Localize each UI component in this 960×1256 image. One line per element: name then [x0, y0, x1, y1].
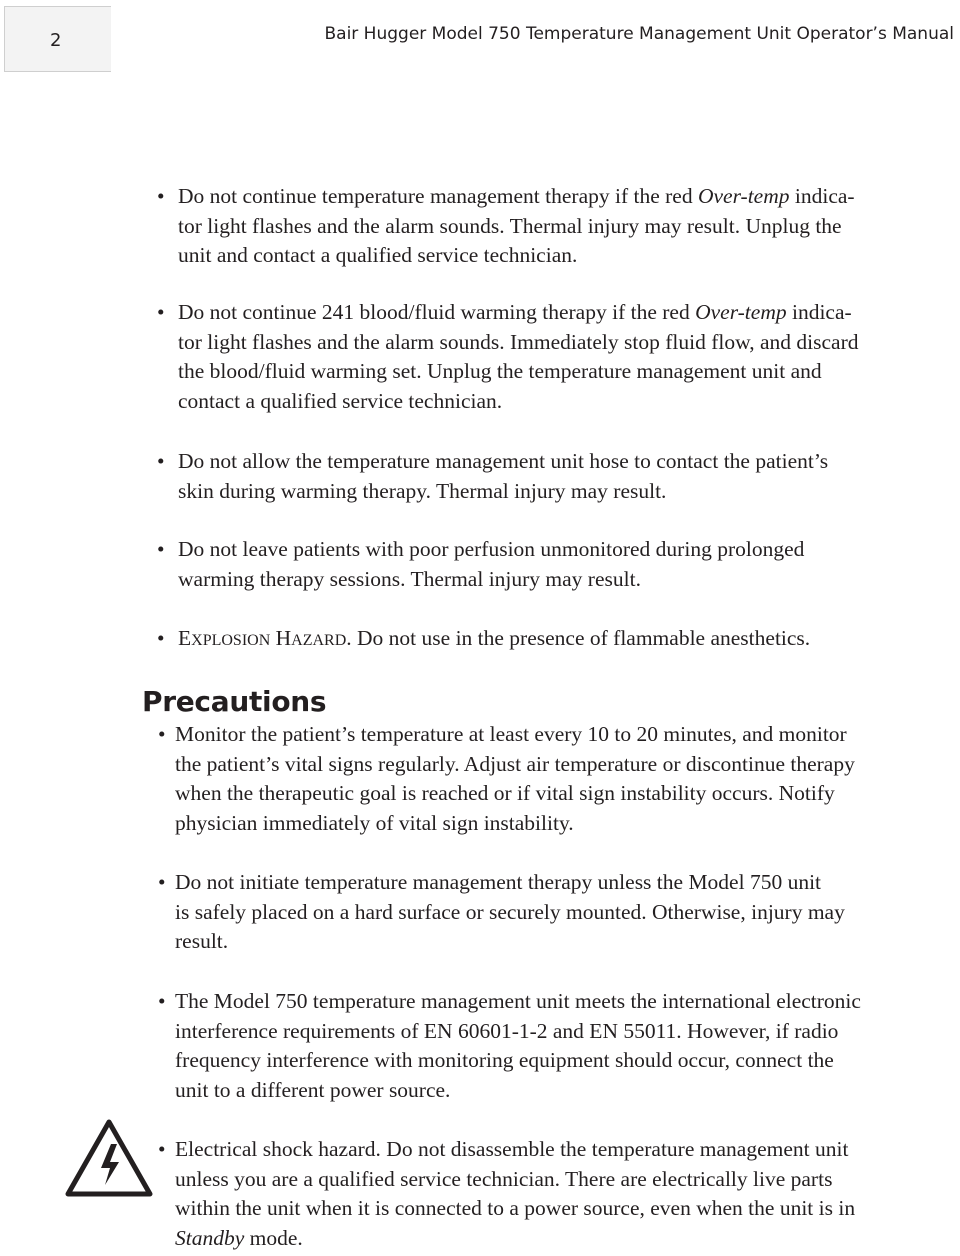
running-header-title: Bair Hugger Model 750 Temperature Management Unit Operator’s Manual: [324, 24, 954, 44]
precaution-item: [158, 868, 945, 957]
text-line: contact a qualified service technician.: [178, 388, 503, 413]
text-line: the patient’s vital signs regularly. Adjust air temperature or discontinue therapy: [175, 751, 855, 776]
bullet-marker: •: [157, 300, 165, 324]
bullet-marker: •: [158, 989, 166, 1013]
text-line: The Model 750 temperature management unit meets the international electronic: [175, 989, 861, 1013]
text-line: skin during warming therapy. Thermal injury may result.: [178, 478, 667, 503]
text-line: unless you are a qualified service technician. There are electrically live parts: [175, 1166, 833, 1191]
bullet-marker: •: [157, 537, 165, 561]
text-line: Do not continue 241 blood/fluid warming therapy if the red Over-temp indica-: [178, 300, 852, 324]
text-line: Do not continue temperature management therapy if the red Over-temp indica-: [178, 184, 855, 208]
text-line: Do not initiate temperature management therapy unless the Model 750 unit: [175, 870, 822, 894]
text-line: tor light flashes and the alarm sounds. Immediately stop fluid flow, and discard: [178, 329, 859, 354]
text-line: warming therapy sessions. Thermal injury may result.: [178, 566, 641, 591]
text-line: frequency interference with monitoring equipment should occur, connect the: [175, 1048, 834, 1072]
text-line: unit to a different power source.: [175, 1077, 451, 1102]
text-line: Monitor the patient’s temperature at least every 10 to 20 minutes, and monitor: [175, 722, 847, 746]
precaution-item: [158, 720, 945, 838]
text-line: Do not leave patients with poor perfusion unmonitored during prolonged: [178, 537, 805, 561]
bullet-marker: •: [157, 449, 165, 473]
text-line: result.: [175, 929, 229, 953]
bullet-marker: •: [157, 184, 165, 208]
text-line: when the therapeutic goal is reached or if vital sign instability occurs. Notify: [175, 781, 835, 805]
text-line: the blood/fluid warming set. Unplug the temperature management unit and: [178, 359, 822, 383]
warning-item: [157, 182, 948, 271]
warning-item: [157, 298, 948, 416]
text-line: Standby mode.: [175, 1225, 303, 1250]
small-caps-label: EXPLOSION HAZARD: [178, 626, 347, 650]
section-heading-precautions: Precautions: [142, 685, 327, 718]
text-line: EXPLOSION HAZARD. Do not use in the presence of flammable anesthetics.: [178, 626, 811, 650]
bullet-marker: •: [158, 870, 166, 894]
text-line: interference requirements of EN 60601-1-2 and EN 55011. However, if radio: [175, 1018, 839, 1043]
warning-item: [157, 624, 948, 656]
warning-item: [157, 447, 948, 506]
bullet-marker: •: [158, 722, 166, 746]
text-line: tor light flashes and the alarm sounds. Thermal injury may result. Unplug the: [178, 213, 842, 238]
bullet-marker: •: [157, 626, 165, 650]
text-line: Do not allow the temperature management unit hose to contact the patient’s: [178, 449, 829, 473]
precaution-item: [158, 1135, 945, 1253]
text-line: within the unit when it is connected to a power source, even when the unit is in: [175, 1196, 856, 1220]
warning-item: [157, 535, 948, 594]
text-line: physician immediately of vital sign instability.: [175, 810, 574, 835]
text-line: unit and contact a qualified service technician.: [178, 243, 578, 267]
bullet-marker: •: [158, 1137, 166, 1161]
precaution-item: [158, 987, 945, 1105]
text-line: is safely placed on a hard surface or securely mounted. Otherwise, injury may: [175, 899, 845, 924]
electrical-hazard-icon: [64, 1118, 154, 1198]
page-number: 2: [50, 30, 62, 51]
text-line: Electrical shock hazard. Do not disassemble the temperature management unit: [175, 1137, 849, 1161]
